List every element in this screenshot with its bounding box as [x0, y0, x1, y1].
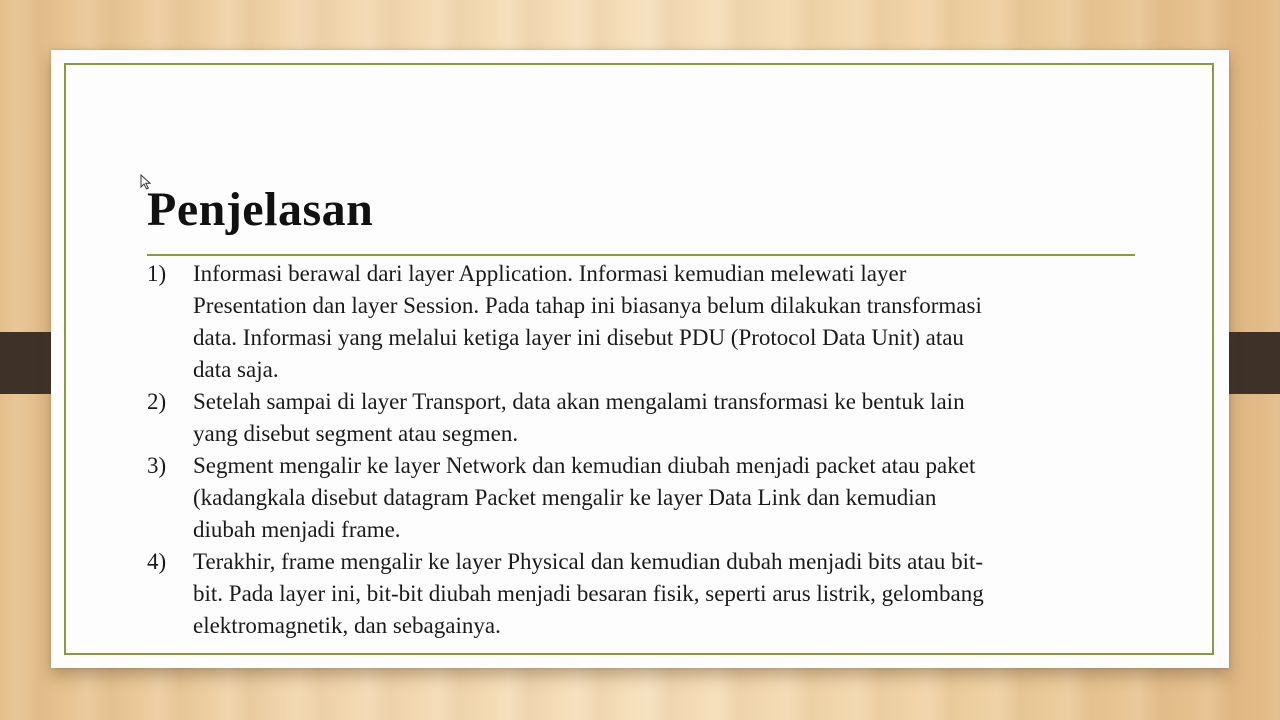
- text-line: yang disebut segment atau segmen.: [193, 421, 519, 446]
- list-text: [193, 546, 1137, 642]
- list-number: 1): [147, 261, 167, 286]
- list-number: 2): [147, 389, 167, 414]
- slide: [51, 50, 1229, 668]
- text-line: bit. Pada layer ini, bit-bit diubah menjadi besaran fisik, seperti arus listrik, gelombang: [193, 581, 984, 606]
- list-number: 4): [147, 549, 167, 574]
- list-text: [193, 258, 1137, 386]
- title-underline: [147, 254, 1135, 256]
- list-item: [147, 258, 1137, 386]
- list-number: 3): [147, 453, 167, 478]
- text-line: Segment mengalir ke layer Network dan kemudian diubah menjadi packet atau paket: [193, 453, 976, 478]
- text-line: Presentation dan layer Session. Pada tahap ini biasanya belum dilakukan transformasi: [193, 293, 982, 318]
- text-line: Setelah sampai di layer Transport, data akan mengalami transformasi ke bentuk lain: [193, 389, 965, 414]
- list-text: [193, 386, 1137, 450]
- text-line: data. Informasi yang melalui ketiga layer ini disebut PDU (Protocol Data Unit) atau: [193, 325, 964, 350]
- list-item: [147, 386, 1137, 450]
- list-item: [147, 450, 1137, 546]
- text-line: (kadangkala disebut datagram Packet mengalir ke layer Data Link dan kemudian: [193, 485, 937, 510]
- slide-title: Penjelasan: [147, 183, 374, 236]
- text-line: elektromagnetik, dan sebagainya.: [193, 613, 501, 638]
- text-line: data saja.: [193, 357, 279, 382]
- explanation-list: [147, 258, 1137, 642]
- text-line: diubah menjadi frame.: [193, 517, 401, 542]
- text-line: Terakhir, frame mengalir ke layer Physical dan kemudian dubah menjadi bits atau bit-: [193, 549, 984, 574]
- list-item: [147, 546, 1137, 642]
- text-line: Informasi berawal dari layer Application. Informasi kemudian melewati layer: [193, 261, 907, 286]
- list-text: [193, 450, 1137, 546]
